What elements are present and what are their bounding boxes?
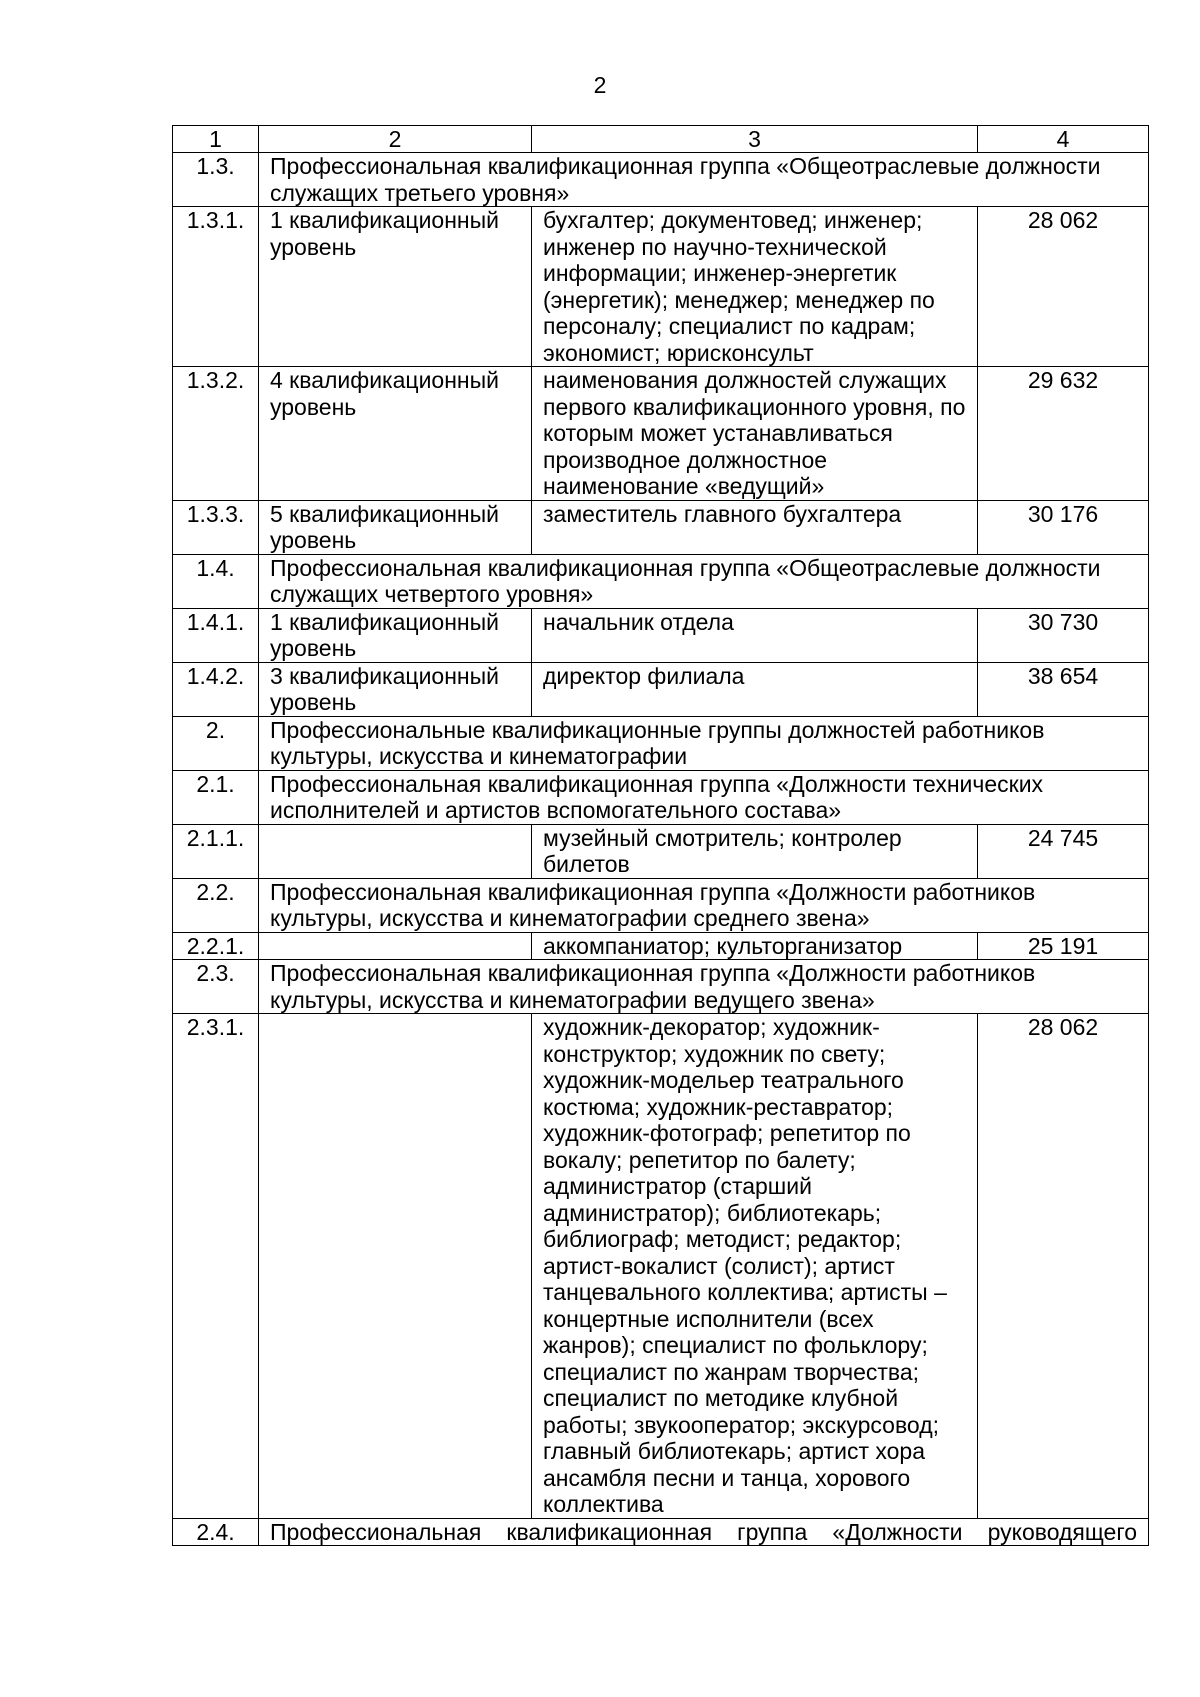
row-number: 1.3. xyxy=(173,153,259,207)
salary-value: 30 730 xyxy=(978,608,1149,662)
table-row xyxy=(173,608,1149,662)
table-row xyxy=(173,500,1149,554)
table-row xyxy=(173,367,1149,501)
salary-table xyxy=(172,125,1149,1546)
group-row xyxy=(173,1518,1149,1546)
group-title: Профессиональная квалификационная группа «Общеотраслевые должности служащих третьего уровня» xyxy=(259,153,1149,207)
row-number: 1.3.3. xyxy=(173,500,259,554)
positions-list: заместитель главного бухгалтера xyxy=(532,500,978,554)
row-number: 2.1.1. xyxy=(173,824,259,878)
salary-value: 28 062 xyxy=(978,207,1149,367)
positions-list: аккомпаниатор; культорганизатор xyxy=(532,932,978,960)
row-number: 1.3.1. xyxy=(173,207,259,367)
table-row xyxy=(173,1014,1149,1519)
header-cell: 3 xyxy=(532,126,978,153)
group-title: Профессиональная квалификационная группа «Общеотраслевые должности служащих четвертого уровня» xyxy=(259,554,1149,608)
row-number: 2.2.1. xyxy=(173,932,259,960)
group-title: Профессиональные квалификационные группы должностей работников культуры, искусства и кинематографии xyxy=(259,716,1149,770)
salary-value: 29 632 xyxy=(978,367,1149,501)
row-number: 1.4. xyxy=(173,554,259,608)
row-number: 2.3. xyxy=(173,960,259,1014)
positions-list: директор филиала xyxy=(532,662,978,716)
row-number: 2.4. xyxy=(173,1518,259,1546)
salary-value: 38 654 xyxy=(978,662,1149,716)
row-number: 1.4.2. xyxy=(173,662,259,716)
group-title: Профессиональная квалификационная группа «Должности работников культуры, искусства и кинематографии ведущего звена» xyxy=(259,960,1149,1014)
row-number: 1.3.2. xyxy=(173,367,259,501)
positions-list: бухгалтер; документовед; инженер; инженер по научно-технической информации; инженер-энергетик (энергетик); менеджер; менеджер по персоналу; специалист по кадрам; экономист; юрисконсульт xyxy=(532,207,978,367)
row-number: 2.3.1. xyxy=(173,1014,259,1519)
table-row xyxy=(173,824,1149,878)
qualification-level xyxy=(259,824,532,878)
salary-value: 28 062 xyxy=(978,1014,1149,1519)
positions-list: музейный смотритель; контролер билетов xyxy=(532,824,978,878)
table-row xyxy=(173,932,1149,960)
header-cell: 1 xyxy=(173,126,259,153)
group-title: Профессиональная квалификационная группа «Должности руководящего xyxy=(259,1518,1149,1546)
row-number: 2. xyxy=(173,716,259,770)
salary-value: 25 191 xyxy=(978,932,1149,960)
positions-list: художник-декоратор; художник-конструктор; художник по свету; художник-модельер театрального костюма; художник-реставратор; художник-фотограф; репетитор по вокалу; репетитор по балету; администратор (старший администратор); библиотекарь; библиограф; методист; редактор; артист-вокалист (солист); артист танцевального коллектива; артисты – концертные исполнители (всех жанров); специалист по фольклору; специалист по жанрам творчества; специалист по методике клубной работы; звукооператор; экскурсовод; главный библиотекарь; артист хора ансамбля песни и танца, хорового коллектива xyxy=(532,1014,978,1519)
row-number: 2.1. xyxy=(173,770,259,824)
positions-list: наименования должностей служащих первого квалификационного уровня, по которым может устанавливаться производное должностное наименование «ведущий» xyxy=(532,367,978,501)
group-row xyxy=(173,960,1149,1014)
table-header-row xyxy=(173,126,1149,153)
group-title: Профессиональная квалификационная группа «Должности технических исполнителей и артистов вспомогательного состава» xyxy=(259,770,1149,824)
table-row xyxy=(173,662,1149,716)
positions-list: начальник отдела xyxy=(532,608,978,662)
salary-value: 30 176 xyxy=(978,500,1149,554)
qualification-level xyxy=(259,932,532,960)
row-number: 2.2. xyxy=(173,878,259,932)
page-number: 2 xyxy=(593,72,607,98)
qualification-level: 5 квалификационный уровень xyxy=(259,500,532,554)
qualification-level: 4 квалификационный уровень xyxy=(259,367,532,501)
group-row xyxy=(173,770,1149,824)
header-cell: 2 xyxy=(259,126,532,153)
group-row xyxy=(173,554,1149,608)
group-row xyxy=(173,716,1149,770)
row-number: 1.4.1. xyxy=(173,608,259,662)
qualification-level xyxy=(259,1014,532,1519)
qualification-level: 1 квалификационный уровень xyxy=(259,207,532,367)
group-row xyxy=(173,878,1149,932)
header-cell: 4 xyxy=(978,126,1149,153)
table-row xyxy=(173,207,1149,367)
qualification-level: 1 квалификационный уровень xyxy=(259,608,532,662)
qualification-level: 3 квалификационный уровень xyxy=(259,662,532,716)
salary-value: 24 745 xyxy=(978,824,1149,878)
group-title: Профессиональная квалификационная группа «Должности работников культуры, искусства и кинематографии среднего звена» xyxy=(259,878,1149,932)
group-row xyxy=(173,153,1149,207)
